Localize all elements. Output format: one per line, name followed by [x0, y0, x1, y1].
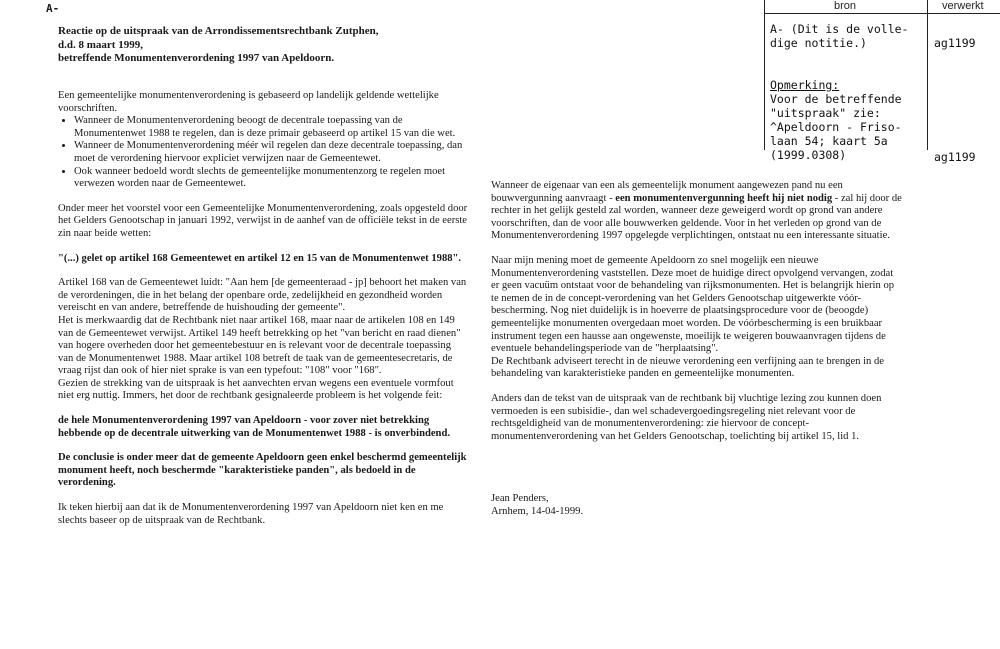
quote-paragraph: "(...) gelet op artikel 168 Gemeentewet en artikel 12 en 15 van de Monumentenwet 1988". [58, 252, 462, 264]
stamp-header-bron: bron [834, 0, 857, 12]
emphasis-text: een monumentenvergunning heeft hij niet nodig [615, 192, 833, 204]
paragraph-proposal: Onder meer het voorstel voor een Gemeentelijke Monumentenverordening, zoals opgesteld door het Gelders Genootschap in januari 1992, verwijst in de aanhef van de officiële tekst in de eerste zin naar beide wetten: [58, 202, 468, 239]
stamp-entry-source: A- (Dit is de volle-dige notitie.) [770, 22, 909, 50]
signature-place-date: Arnhem, 14-04-1999. [491, 505, 584, 517]
paragraph-opinion: Naar mijn mening moet de gemeente Apeldoorn zo snel mogelijk een nieuwe Monumentenverordening vaststellen. Deze moet de huidige direct opvolgend vervangen, zodat er geen vacuüm ontstaat voor de behandeling van rijksmonumenten. Het is belangrijk hierin op te nemen de in de concept-verordening van het Gelders Genootschap uitgewerkte vóór-bescherming. Nog niet duidelijk is in hoeverre de plaatsingsprocedure voor de (beoogde) gemeentelijke monumenten overgedaan moet worden. De vóórbescherming is een bruikbaar instrument tegen een hausse aan ongewenste, moeilijk te weigeren bouwaanvragen tijdens de eventuele behandelingsperiode van de "herplaatsing". [491, 254, 895, 355]
stamp-remark-label: Opmerking: [770, 78, 840, 92]
paragraph-article-149: Het is merkwaardig dat de Rechtbank niet naar artikel 168, maar naar de artikelen 108 en 149 van de Gemeentewet verwijst. Artikel 149 heeft betrekking op het "van bericht en raad dienen" van hogere overheden door het gemeentebestuur en is relevant voor de decentrale toepassing van de Monumentenwet 1988. Maar artikel 108 betreft de taak van de gemeentesecretaris, de vraag rijst dan ook of hier niet sprake is van een typefout: "108" voor "168". [58, 314, 461, 377]
stamp-divider [927, 0, 928, 150]
paragraph-note: Ik teken hierbij aan dat ik de Monumentenverordening 1997 van Apeldoorn niet ken en me slechts baseer op de uitspraak van de Rechtbank. [58, 502, 444, 526]
list-item: • Wanneer de Monumentenverordening méér wil regelen dan deze decentrale toepassing, dan moet de verordening hiervoor expliciet verwijzen naar de Gemeentewet. [74, 140, 468, 165]
bold-statement-onverbindend: de hele Monumentenverordening 1997 van Apeldoorn - voor zover niet betrekking hebbende op de decentrale uitwerking van de Monumentenwet 1988 - is onverbindend. [58, 415, 450, 439]
stamp-entry2-code: ag1199 [934, 150, 976, 164]
stamp-header-verwerkt: verwerkt [942, 0, 984, 12]
title-line-3: betreffende Monumentenverordening 1997 van Apeldoorn. [58, 52, 335, 64]
paragraph-bouwvergunning [491, 180, 903, 243]
list-item: • Wanneer de Monumentenverordening beoogt de decentrale toepassing van de Monumentenwet 1988 te regelen, dan is deze primair gebaseerd op artikel 15 van die wet. [74, 115, 468, 140]
signature-name: Jean Penders, [491, 493, 549, 505]
document-title [58, 25, 458, 66]
right-column [491, 180, 903, 518]
intro-paragraph: Een gemeentelijke monumentenverordening is gebaseerd op landelijk geldende wettelijke voorschriften. [58, 90, 439, 114]
title-line-2: d.d. 8 maart 1999, [58, 38, 143, 51]
paragraph-advice: De Rechtbank adviseert terecht in de nieuwe verordening een verfijning aan te brengen in de behandeling van karakteristieke panden en gemeentelijke monumenten. [491, 355, 884, 380]
stamp-border-left [764, 0, 765, 150]
paragraph-subsidy: Anders dan de tekst van de uitspraak van de rechtbank bij vluchtige lezing zou kunnen doen vermoeden is een subisidie-, dan wel schadevergoedingsregeling niet relevant voor de rechtsgeldigheid van de monumentenverordening: zie hiervoor de concept-monumentenverordening van het Gelders Genootschap, toelichting bij artikel 15, lid 1. [491, 392, 882, 442]
paragraph-article-168: Artikel 168 van de Gemeentewet luidt: "Aan hem [de gemeenteraad - jp] behoort het maken van de verordeningen, die in het belang der openbare orde, zedelijkheid en gezondheid worden vereischt en van andere, betreffende de huishouding der gemeente". [58, 277, 467, 314]
text-run: - zal hij door de rechter in het gelijk gesteld zal worden, wanneer deze geweigerd wordt op grond van andere voorschriften, dan de voor alle bouwwerken geldende. Voor in het verleden op grond van de Monumentenverordening 1997 opgelegde verplichtingen, ontstaat nu een interessante situatie. [491, 192, 902, 242]
left-column [58, 90, 468, 527]
stamp-header-rule [764, 13, 1000, 14]
archive-stamp [764, 0, 1000, 164]
list-item: • Ook wanneer bedoeld wordt slechts de gemeentelijke monumentenzorg te regelen moet verwezen worden naar de Gemeentewet. [74, 166, 468, 191]
bullet-list [58, 115, 468, 191]
title-line-1: Reactie op de uitspraak van de Arrondissementsrechtbank Zutphen, [58, 25, 379, 37]
corner-mark: A- [46, 2, 60, 15]
bold-statement-conclusion: De conclusie is onder meer dat de gemeente Apeldoorn geen enkel beschermd gemeentelijk monument heeft, noch beschermde "karakteristieke panden", als bedoeld in de verordening. [58, 452, 467, 489]
paragraph-strekking: Gezien de strekking van de uitspraak is het aanvechten ervan wegens een eventuele vormfout niet erg nuttig. Immers, het door de rechtbank gesignaleerde probleem is het volgende feit: [58, 377, 454, 402]
stamp-remark-text: Voor de betreffende "uitspraak" zie: ^Apeldoorn - Friso-laan 54; kaart 5a (1999.0308) [770, 92, 902, 162]
stamp-entry-code: ag1199 [934, 36, 976, 50]
text-run: Wanneer de eigenaar van een als gemeentelijk monument aangewezen pand nu een bouwvergunning aanvraagt - [491, 180, 843, 204]
